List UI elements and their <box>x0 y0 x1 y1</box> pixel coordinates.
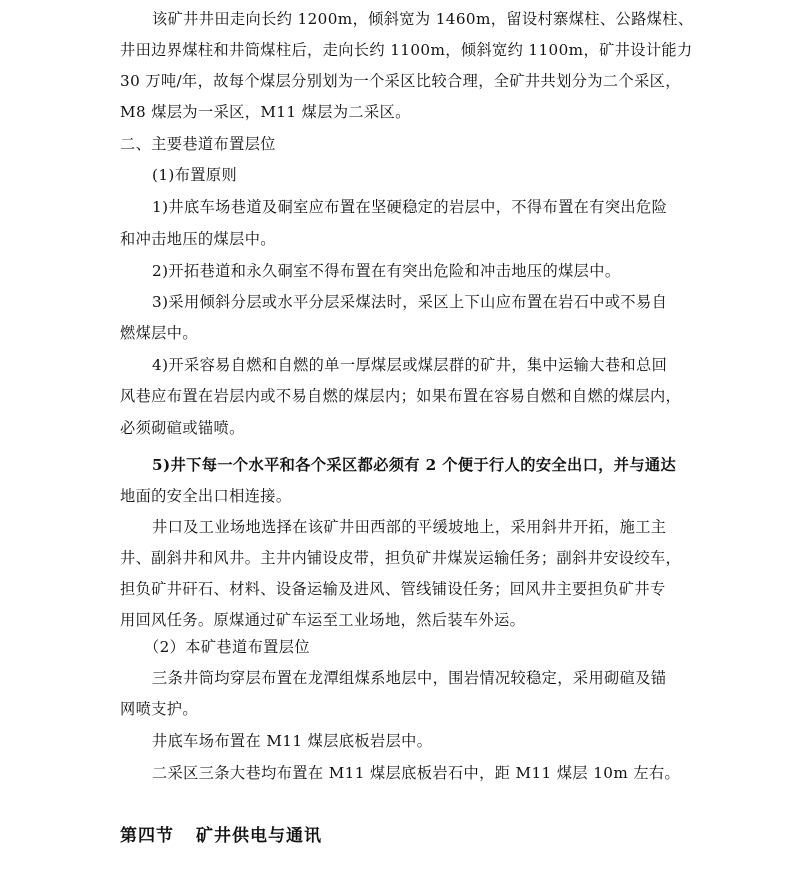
text-line: 风巷应布置在岩层内或不易自燃的煤层内；如果布置在容易自燃和自燃的煤层内， <box>120 387 682 405</box>
text-line: 地面的安全出口相连接。 <box>120 487 292 505</box>
text-line: 二采区三条大巷均布置在 M11 煤层底板岩石中，距 M11 煤层 10m 左右。 <box>152 764 681 782</box>
text-line: 3)采用倾斜分层或水平分层采煤法时，采区上下山应布置在岩石中或不易自 <box>152 293 668 311</box>
text-line: 井、副斜井和风井。主井内铺设皮带，担负矿井煤炭运输任务；副斜井安设绞车， <box>120 549 682 567</box>
section-number: 第四节 <box>120 826 174 846</box>
text-line: 和冲击地压的煤层中。 <box>120 230 276 248</box>
text-line: M8 煤层为一采区，M11 煤层为二采区。 <box>120 103 411 121</box>
section-heading <box>120 824 322 848</box>
text-line: 井底车场布置在 M11 煤层底板岩层中。 <box>152 732 433 750</box>
section-title: 矿井供电与通讯 <box>196 826 322 846</box>
text-line: 用回风任务。原煤通过矿车运至工业场地，然后装车外运。 <box>120 611 526 629</box>
text-line: 4)开采容易自燃和自燃的单一厚煤层或煤层群的矿井，集中运输大巷和总回 <box>152 356 668 374</box>
text-line: (1)布置原则 <box>152 166 238 184</box>
text-line: 燃煤层中。 <box>120 324 198 342</box>
text-line: 三条井筒均穿层布置在龙潭组煤系地层中，围岩情况较稳定，采用砌碹及锚 <box>152 669 667 687</box>
subsection-heading: 二、主要巷道布置层位 <box>120 135 276 153</box>
text-line: 该矿井井田走向长约 1200m，倾斜宽为 1460m，留设村寨煤柱、公路煤柱、 <box>152 10 694 28</box>
subsection-heading: （2）本矿巷道布置层位 <box>144 638 310 656</box>
text-line: 30 万吨/年，故每个煤层分别划为一个采区比较合理，全矿井共划分为二个采区， <box>120 72 681 90</box>
text-line: 1)井底车场巷道及硐室应布置在坚硬稳定的岩层中，不得布置在有突出危险 <box>152 198 668 216</box>
text-line: 2)开拓巷道和永久硐室不得布置在有突出危险和冲击地压的煤层中。 <box>152 262 621 280</box>
text-line: 担负矿井矸石、材料、设备运输及进风、管线铺设任务；回风井主要担负矿井专 <box>120 580 666 598</box>
text-line: 井口及工业场地选择在该矿井田西部的平缓坡地上，采用斜井开拓，施工主 <box>152 518 667 536</box>
text-line: 网喷支护。 <box>120 700 198 718</box>
text-line: 必须砌碹或锚喷。 <box>120 419 245 437</box>
text-line: 井田边界煤柱和井筒煤柱后，走向长约 1100m，倾斜宽约 1100m，矿井设计能力 <box>120 41 693 59</box>
text-line: 5)井下每一个水平和各个采区都必须有 2 个便于行人的安全出口，并与通达 <box>152 456 677 474</box>
